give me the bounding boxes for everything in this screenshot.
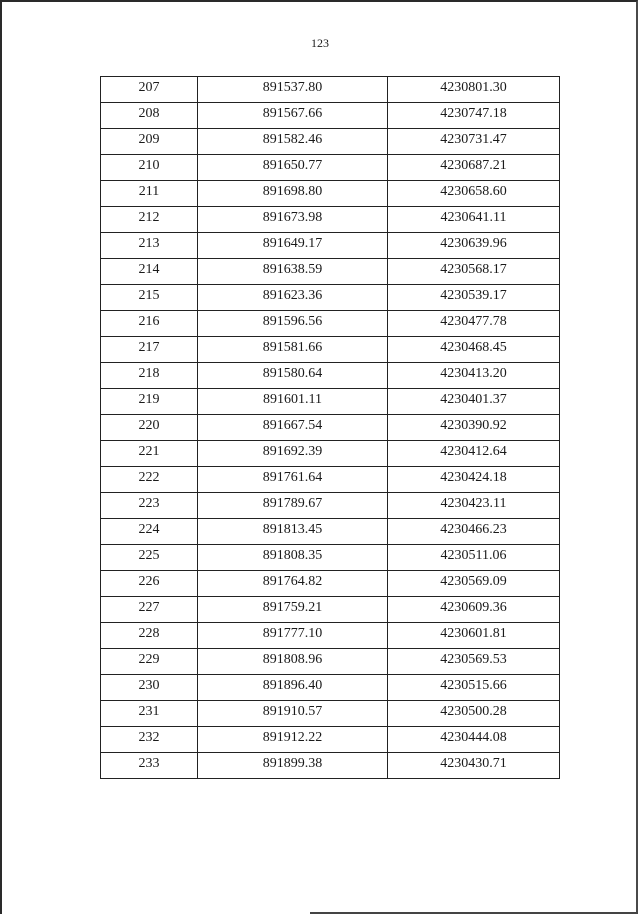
x-coordinate-cell: 891649.17	[198, 233, 388, 259]
point-id-cell: 228	[101, 623, 198, 649]
y-coordinate-cell: 4230468.45	[388, 337, 560, 363]
x-coordinate-cell: 891537.80	[198, 77, 388, 103]
y-coordinate-cell: 4230430.71	[388, 753, 560, 779]
table-row	[101, 285, 560, 311]
table-row	[101, 103, 560, 129]
point-id-cell: 231	[101, 701, 198, 727]
x-coordinate-cell: 891567.66	[198, 103, 388, 129]
table-row	[101, 389, 560, 415]
point-id-cell: 215	[101, 285, 198, 311]
table-row	[101, 233, 560, 259]
x-coordinate-cell: 891899.38	[198, 753, 388, 779]
point-id-cell: 216	[101, 311, 198, 337]
x-coordinate-cell: 891764.82	[198, 571, 388, 597]
point-id-cell: 229	[101, 649, 198, 675]
y-coordinate-cell: 4230569.09	[388, 571, 560, 597]
y-coordinate-cell: 4230639.96	[388, 233, 560, 259]
point-id-cell: 222	[101, 467, 198, 493]
table-row	[101, 311, 560, 337]
y-coordinate-cell: 4230477.78	[388, 311, 560, 337]
table-row	[101, 623, 560, 649]
table-row	[101, 753, 560, 779]
x-coordinate-cell: 891623.36	[198, 285, 388, 311]
y-coordinate-cell: 4230609.36	[388, 597, 560, 623]
y-coordinate-cell: 4230539.17	[388, 285, 560, 311]
x-coordinate-cell: 891698.80	[198, 181, 388, 207]
x-coordinate-cell: 891692.39	[198, 441, 388, 467]
table-body	[101, 77, 560, 779]
point-id-cell: 218	[101, 363, 198, 389]
table-row	[101, 207, 560, 233]
point-id-cell: 214	[101, 259, 198, 285]
point-id-cell: 223	[101, 493, 198, 519]
x-coordinate-cell: 891777.10	[198, 623, 388, 649]
x-coordinate-cell: 891896.40	[198, 675, 388, 701]
x-coordinate-cell: 891667.54	[198, 415, 388, 441]
y-coordinate-cell: 4230658.60	[388, 181, 560, 207]
point-id-cell: 221	[101, 441, 198, 467]
table-row	[101, 701, 560, 727]
x-coordinate-cell: 891581.66	[198, 337, 388, 363]
table-row	[101, 727, 560, 753]
x-coordinate-cell: 891789.67	[198, 493, 388, 519]
page-number: 123	[311, 36, 329, 50]
table-row	[101, 155, 560, 181]
x-coordinate-cell: 891808.96	[198, 649, 388, 675]
table-row	[101, 129, 560, 155]
table-row	[101, 649, 560, 675]
point-id-cell: 226	[101, 571, 198, 597]
y-coordinate-cell: 4230747.18	[388, 103, 560, 129]
y-coordinate-cell: 4230401.37	[388, 389, 560, 415]
table-row	[101, 571, 560, 597]
point-id-cell: 233	[101, 753, 198, 779]
x-coordinate-cell: 891759.21	[198, 597, 388, 623]
x-coordinate-cell: 891582.46	[198, 129, 388, 155]
point-id-cell: 208	[101, 103, 198, 129]
x-coordinate-cell: 891813.45	[198, 519, 388, 545]
table-row	[101, 77, 560, 103]
table-row	[101, 363, 560, 389]
table-row	[101, 545, 560, 571]
y-coordinate-cell: 4230413.20	[388, 363, 560, 389]
table-row	[101, 441, 560, 467]
x-coordinate-cell: 891650.77	[198, 155, 388, 181]
point-id-cell: 207	[101, 77, 198, 103]
point-id-cell: 209	[101, 129, 198, 155]
point-id-cell: 227	[101, 597, 198, 623]
y-coordinate-cell: 4230511.06	[388, 545, 560, 571]
x-coordinate-cell: 891808.35	[198, 545, 388, 571]
y-coordinate-cell: 4230515.66	[388, 675, 560, 701]
point-id-cell: 212	[101, 207, 198, 233]
table-row	[101, 675, 560, 701]
point-id-cell: 210	[101, 155, 198, 181]
y-coordinate-cell: 4230601.81	[388, 623, 560, 649]
x-coordinate-cell: 891673.98	[198, 207, 388, 233]
y-coordinate-cell: 4230568.17	[388, 259, 560, 285]
point-id-cell: 224	[101, 519, 198, 545]
x-coordinate-cell: 891910.57	[198, 701, 388, 727]
point-id-cell: 219	[101, 389, 198, 415]
point-id-cell: 225	[101, 545, 198, 571]
table-row	[101, 493, 560, 519]
bottom-rule	[310, 912, 638, 914]
point-id-cell: 220	[101, 415, 198, 441]
point-id-cell: 230	[101, 675, 198, 701]
y-coordinate-cell: 4230500.28	[388, 701, 560, 727]
point-id-cell: 211	[101, 181, 198, 207]
table-row	[101, 415, 560, 441]
y-coordinate-cell: 4230687.21	[388, 155, 560, 181]
x-coordinate-cell: 891638.59	[198, 259, 388, 285]
x-coordinate-cell: 891580.64	[198, 363, 388, 389]
y-coordinate-cell: 4230569.53	[388, 649, 560, 675]
y-coordinate-cell: 4230424.18	[388, 467, 560, 493]
y-coordinate-cell: 4230641.11	[388, 207, 560, 233]
x-coordinate-cell: 891761.64	[198, 467, 388, 493]
y-coordinate-cell: 4230801.30	[388, 77, 560, 103]
table-row	[101, 259, 560, 285]
y-coordinate-cell: 4230731.47	[388, 129, 560, 155]
point-id-cell: 232	[101, 727, 198, 753]
x-coordinate-cell: 891601.11	[198, 389, 388, 415]
point-id-cell: 217	[101, 337, 198, 363]
y-coordinate-cell: 4230412.64	[388, 441, 560, 467]
table-row	[101, 467, 560, 493]
x-coordinate-cell: 891596.56	[198, 311, 388, 337]
point-id-cell: 213	[101, 233, 198, 259]
y-coordinate-cell: 4230423.11	[388, 493, 560, 519]
table-row	[101, 519, 560, 545]
y-coordinate-cell: 4230444.08	[388, 727, 560, 753]
table-row	[101, 597, 560, 623]
y-coordinate-cell: 4230390.92	[388, 415, 560, 441]
table-row	[101, 181, 560, 207]
coordinates-table	[100, 76, 560, 779]
y-coordinate-cell: 4230466.23	[388, 519, 560, 545]
table-row	[101, 337, 560, 363]
x-coordinate-cell: 891912.22	[198, 727, 388, 753]
